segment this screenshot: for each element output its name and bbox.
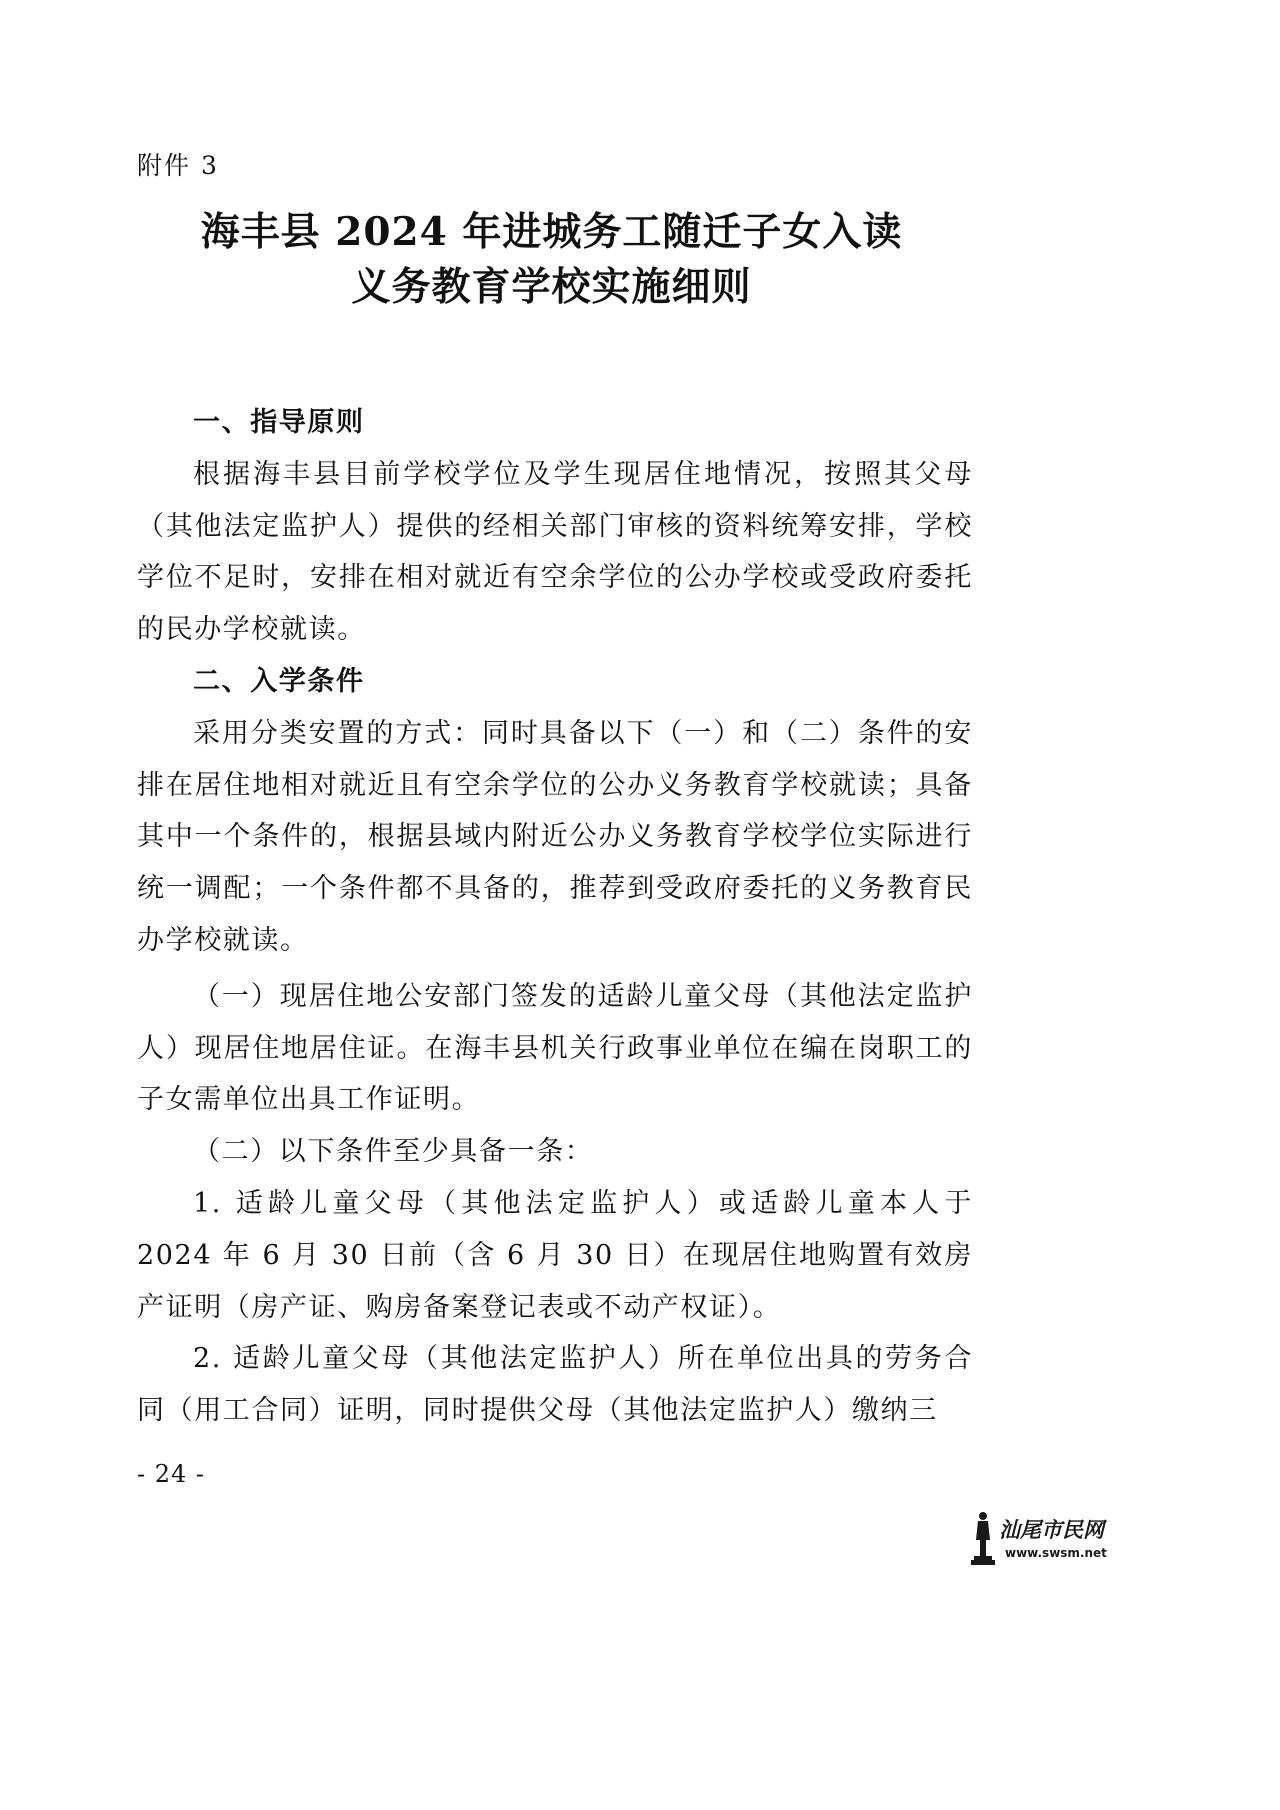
paragraph-condition-2: （二）以下条件至少具备一条： bbox=[193, 1136, 594, 1168]
paragraph-condition-1: （一）现居住地公安部门签发的适龄儿童父母（其他法定监护人）现居住地居住证。在海丰县机关行政事业单位在编在岗职工的子女需单位出具工作证明。 bbox=[137, 980, 973, 1116]
site-watermark bbox=[965, 1510, 1107, 1566]
watermark-url: www.swsm.net bbox=[1005, 1546, 1107, 1560]
watermark-text: 汕尾市民网 bbox=[999, 1517, 1104, 1542]
paragraph-classification: 采用分类安置的方式：同时具备以下（一）和（二）条件的安排在居住地相对就近且有空余学位的公办义务教育学校就读；具备其中一个条件的，根据县域内附近公办义务教育学校学位实际进行统一调配；一个条件都不具备的，推荐到受政府委托的义务教育民办学校就读。 bbox=[137, 717, 973, 956]
paragraph-guiding-principle: 根据海丰县目前学校学位及学生现居住地情况，按照其父母（其他法定监护人）提供的经相关部门审核的资料统筹安排，学校学位不足时，安排在相对就近有空余学位的公办学校或受政府委托的民办学校就读。 bbox=[137, 458, 973, 646]
document-body bbox=[137, 397, 973, 1437]
section-heading-guiding-principle: 一、指导原则 bbox=[193, 407, 365, 438]
statue-icon bbox=[969, 1510, 997, 1566]
document-title-line-2: 义务教育学校实施细则 bbox=[351, 264, 752, 310]
paragraph-item-1: 1. 适龄儿童父母（其他法定监护人）或适龄儿童本人于 2024 年 6 月 30 日前（含 6 月 30 日）在现居住地购置有效房产证明（房产证、购房备案登记表或不动产权证）。 bbox=[137, 1187, 973, 1323]
document-title-line-1: 海丰县 2024 年进城务工随迁子女入读 bbox=[200, 209, 903, 255]
page-number: - 24 - bbox=[137, 1460, 206, 1488]
paragraph-item-2: 2. 适龄儿童父母（其他法定监护人）所在单位出具的劳务合同（用工合同）证明，同时提供父母（其他法定监护人）缴纳三 bbox=[137, 1343, 973, 1427]
section-heading-admission-conditions: 二、入学条件 bbox=[193, 665, 365, 697]
attachment-label: 附件 3 bbox=[137, 151, 219, 180]
